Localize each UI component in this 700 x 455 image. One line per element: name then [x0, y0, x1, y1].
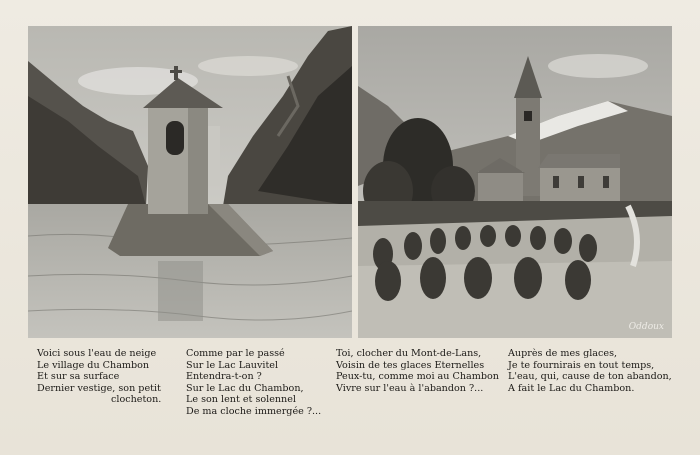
poem-line: Sur le Lac du Chambon,: [186, 382, 304, 394]
poem-line: Le village du Chambon: [37, 359, 150, 371]
belltower-scene: [28, 26, 352, 338]
poem-line: Auprès de mes glaces,: [508, 348, 618, 359]
poem-line: clocheton.: [111, 394, 162, 406]
poem-line: Et sur sa surface: [37, 371, 120, 383]
photographer-signature: Oddoux: [628, 322, 664, 332]
poem-line: Le son lent et solennel: [186, 394, 296, 406]
poem-line: L'eau, qui, cause de ton abandon,: [508, 371, 672, 383]
photo-submerged-belltower: [28, 26, 352, 338]
poem-line: Toi, clocher du Mont-de-Lans,: [336, 348, 482, 359]
poem-column-2: [186, 348, 321, 418]
poem-line: Dernier vestige, son petit: [37, 382, 161, 394]
poem-column-3: [336, 348, 499, 394]
poem-line: Sur le Lac Lauvitel: [186, 359, 279, 371]
poem-line: De ma cloche immergée ?...: [186, 405, 322, 417]
poem-line: Vivre sur l'eau à l'abandon ?...: [336, 382, 484, 394]
poem-column-1: [37, 348, 161, 406]
poem-line: Voisin de tes glaces Eternelles: [336, 359, 485, 371]
poem-line: A fait le Lac du Chambon.: [508, 382, 635, 394]
photo-church-montdelans: [358, 26, 672, 338]
poem-line: Entendra-t-on ?: [186, 371, 262, 383]
church-scene: [358, 26, 672, 338]
poem-column-4: [508, 348, 672, 394]
poem-line: Comme par le passé: [186, 348, 285, 359]
poem-line: Je te fournirais en tout temps,: [508, 359, 655, 371]
poem-line: Voici sous l'eau de neige: [37, 348, 157, 359]
poem-line: Peux-tu, comme moi au Chambon: [336, 371, 499, 383]
